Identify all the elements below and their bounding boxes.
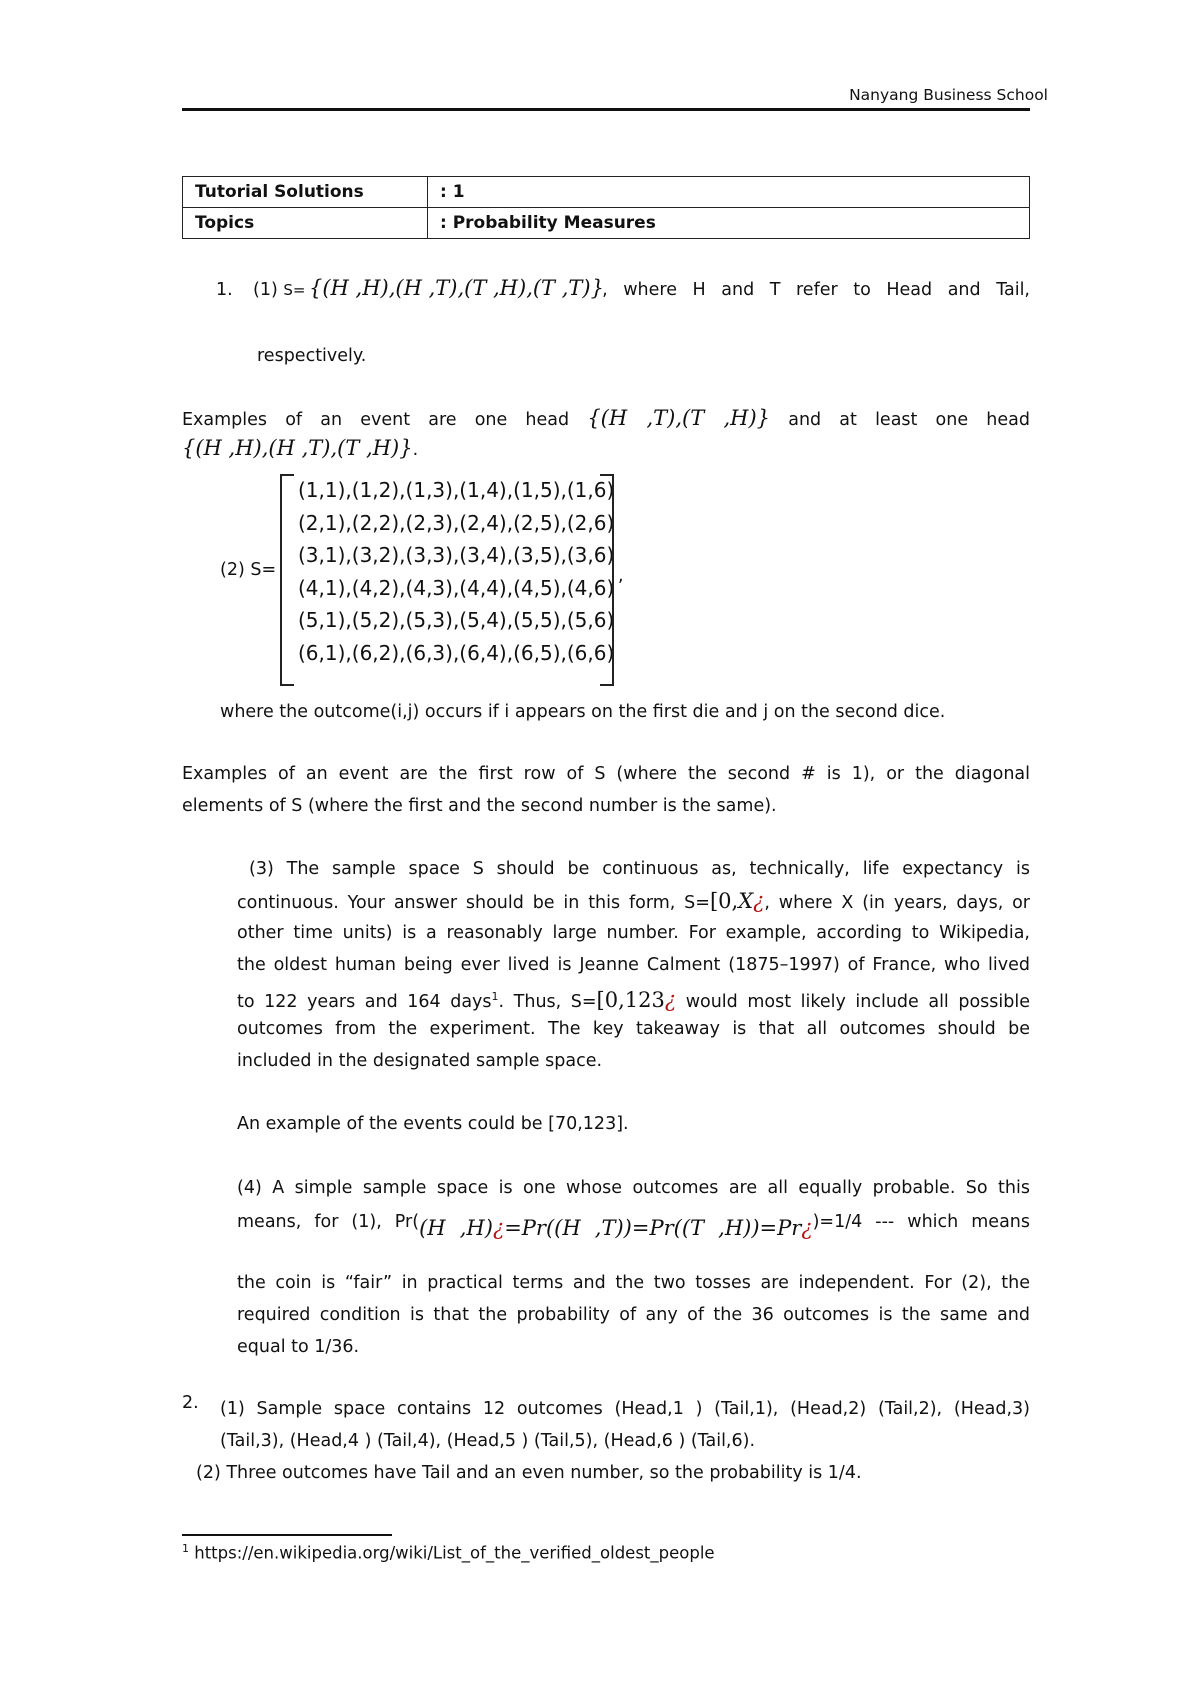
matrix-row: (4,1),(4,2),(4,3),(4,4),(4,5),(4,6) [298, 575, 615, 600]
header-rule [182, 108, 1030, 111]
one-head-set: {(H ,T),(T ,H)} [587, 406, 771, 430]
table-value-tutorial: : 1 [428, 177, 1030, 208]
q2-line-2: (Tail,3), (Head,4 ) (Tail,4), (Head,5 ) (Tail,5), (Head,6 ) (Tail,6). [220, 1431, 756, 1451]
part4-line-4: required condition is that the probability of any of the 36 outcomes is the same and [237, 1305, 1030, 1325]
q2-line-3: (2) Three outcomes have Tail and an even number, so the probability is 1/4. [196, 1463, 862, 1483]
matrix-row: (2,1),(2,2),(2,3),(2,4),(2,5),(2,6) [298, 510, 615, 535]
dice-sample-space [220, 470, 640, 685]
examples2-line-1: Examples of an event are the first row of S (where the second # is 1), or the diagonal [182, 764, 1030, 784]
at-least-one-head-set: {(H ,H),(H ,T),(T ,H)} [182, 436, 413, 460]
part3-line-1: (3) The sample space S should be continuous as, technically, life expectancy is [249, 859, 1030, 879]
part2-label: (2) S= [220, 560, 277, 580]
footnote-link[interactable]: https://en.wikipedia.org/wiki/List_of_the_verified_oldest_people [194, 1543, 715, 1563]
part2-note: where the outcome(i,j) occurs if i appears on the first die and j on the second dice. [220, 702, 946, 722]
table-row [183, 208, 1030, 239]
matrix-row: (3,1),(3,2),(3,3),(3,4),(3,5),(3,6) [298, 543, 615, 567]
table-label-tutorial: Tutorial Solutions [183, 177, 428, 208]
part3-line-7: included in the designated sample space. [237, 1051, 603, 1071]
info-table [182, 176, 1030, 239]
left-brace [280, 474, 294, 686]
examples2-line-2: elements of S (where the first and the second number is the same). [182, 796, 777, 816]
part3-line-4: the oldest human being ever lived is Jeanne Calment (1875–1997) of France, who lived [237, 955, 1030, 975]
q2-line-1: (1) Sample space contains 12 outcomes (Head,1 ) (Tail,1), (Head,2) (Tail,2), (Head,3) [220, 1399, 1030, 1419]
footnote-number: 1 [182, 1542, 189, 1555]
part1-description: , where H and T refer to Head and Tail, [602, 280, 1030, 300]
part4-line-1: (4) A simple sample space is one whose outcomes are all equally probable. So this [237, 1178, 1030, 1198]
table-value-topics: : Probability Measures [428, 208, 1030, 239]
footnote [182, 1542, 715, 1563]
sample-space-set: {(H ,H),(H ,T),(T ,H),(T ,T)} [309, 276, 604, 300]
table-label-topics: Topics [183, 208, 428, 239]
matrix-comma: , [618, 566, 624, 586]
part3-example: An example of the events could be [70,123]. [237, 1114, 629, 1134]
part1-continuation: respectively. [257, 346, 367, 366]
examples-line-2: {(H ,H),(H ,T),(T ,H)}. [182, 436, 419, 460]
matrix-row: (1,1),(1,2),(1,3),(1,4),(1,5),(1,6) [298, 478, 615, 502]
part3-line-3: other time units) is a reasonably large number. For example, according to Wikipedia, [237, 923, 1030, 943]
question-number: 1. [216, 280, 233, 300]
part-label: (1) S= [253, 280, 306, 300]
matrix-row: (5,1),(5,2),(5,3),(5,4),(5,5),(5,6) [298, 608, 615, 632]
part3-line-2: continuous. Your answer should be in this form, S=[0,X¿, where X (in years, days, or [237, 889, 1031, 913]
part4-line-3: the coin is “fair” in practical terms and the two tosses are independent. For (2), the [237, 1273, 1030, 1293]
dice-matrix [280, 474, 825, 669]
part3-line-6: outcomes from the experiment. The key takeaway is that all outcomes should be [237, 1019, 1030, 1039]
part3-line-5: to 122 years and 164 days$^1$. Thus, S=[0,123¿ would most likely include all possible [237, 987, 1030, 1012]
part4-line-2: means, for (1), Pr((H ,H)¿=Pr((H ,T))=Pr((T ,H))=Pr¿)=1/4 --- which means [237, 1212, 1031, 1240]
question-number: 2. [182, 1393, 199, 1413]
examples-line-1: Examples of an event are one head {(H ,T),(T ,H)} and at least one head [182, 406, 1030, 430]
q1-part1 [216, 276, 1030, 320]
matrix-row: (6,1),(6,2),(6,3),(6,4),(6,5),(6,6) [298, 640, 615, 665]
footnote-marker: 1 [491, 990, 499, 1003]
table-row [183, 177, 1030, 208]
part4-line-5: equal to 1/36. [237, 1337, 360, 1357]
right-brace [600, 474, 614, 686]
header-institution: Nanyang Business School [849, 86, 1048, 104]
footnote-rule [182, 1534, 392, 1536]
